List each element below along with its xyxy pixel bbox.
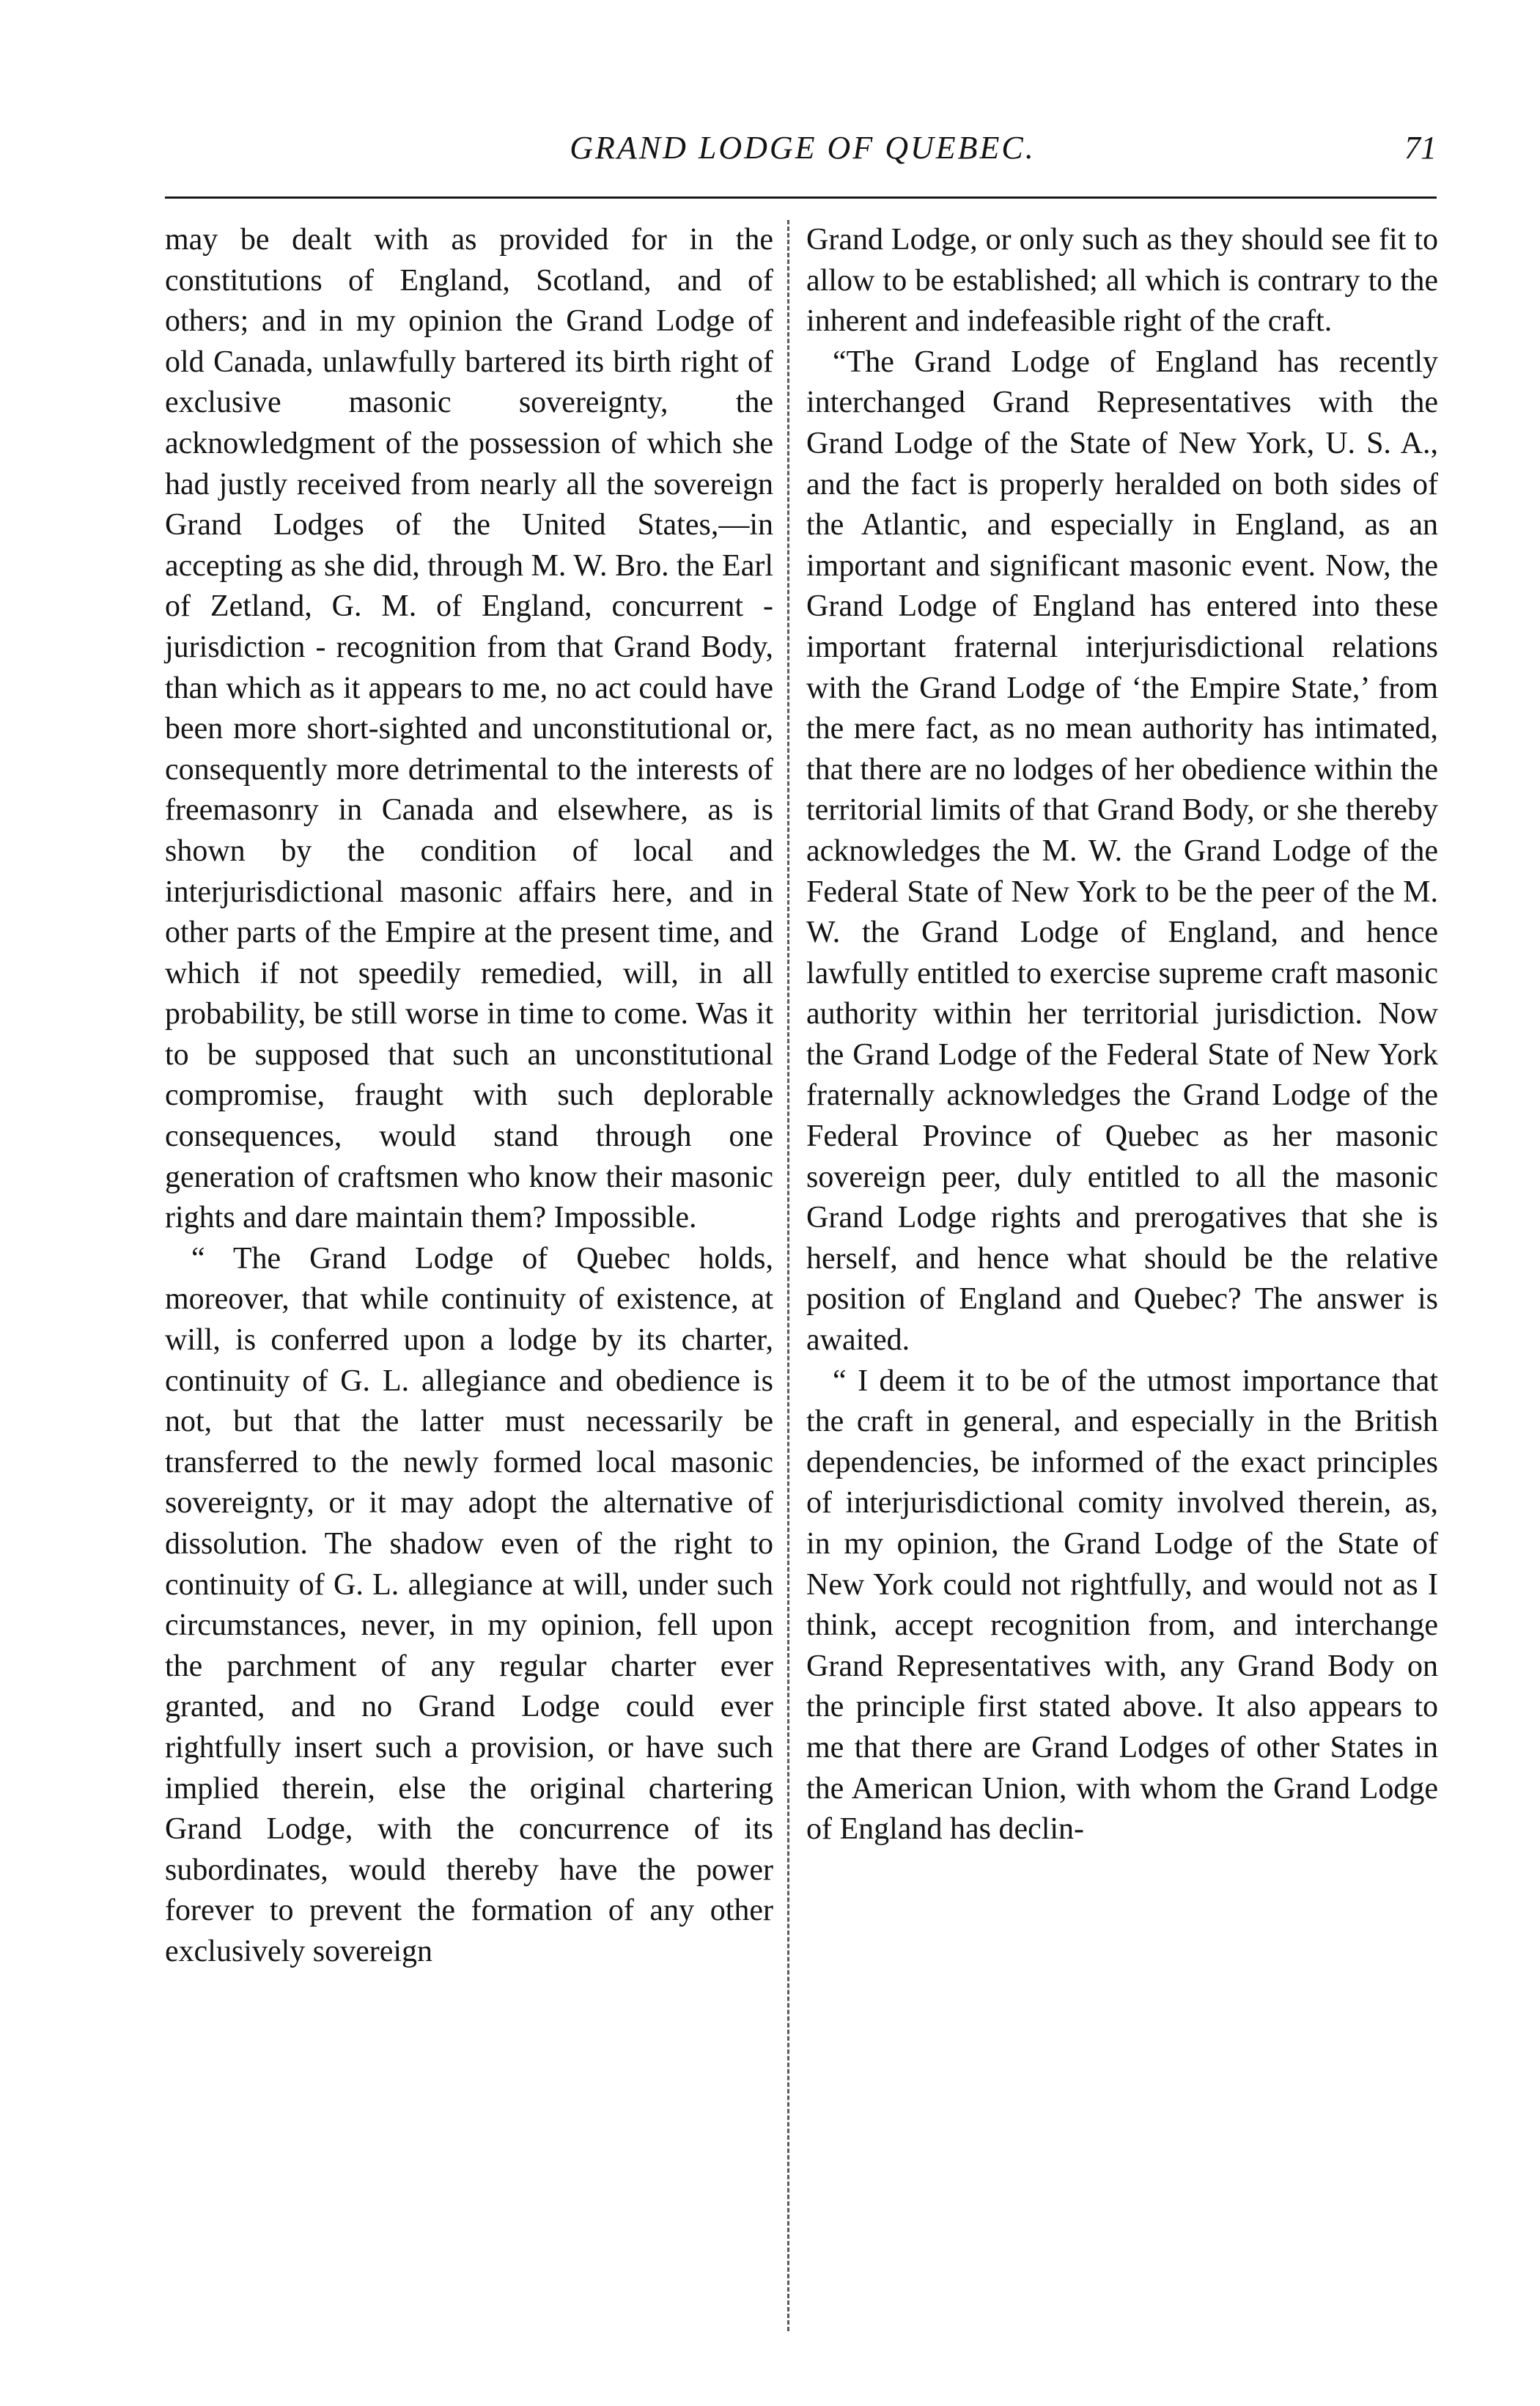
left-paragraph-2: “ The Grand Lodge of Quebec holds, moreover, that while continuity of existence, at will, is conferred upon a lodge by its charter, continuity of G. L. allegiance and obedience is not, but that the latter must necessarily be transferred to the newly formed local masonic sovereignty, or it may adopt the alternative of dissolution. The shadow even of the right to continuity of G. L. allegiance at will, under such circumstances, never, in my opinion, fell upon the parchment of any regular charter ever granted, and no Grand Lodge could ever rightfully insert such a provision, or have such implied therein, else the original chartering Grand Lodge, with the concurrence of its subordinates, would thereby have the power forever to prevent the formation of any other exclusively sovereign [165,1241,773,1968]
running-head [169,126,1437,177]
column-divider [787,220,789,2331]
right-column [806,220,1438,1850]
header-rule [165,196,1437,199]
running-title: GRAND LODGE OF QUEBEC. [570,130,1036,166]
left-paragraph-1: may be dealt with as provided for in the constitutions of England, Scotland, and of others; and in my opinion the Grand Lodge of old Canada, unlawfully bartered its birth right of exclusive masonic sovereignty, the acknowledgment of the possession of which she had justly received from nearly all the sovereign Grand Lodges of the United States,—in accepting as she did, through M. W. Bro. the Earl of Zetland, G. M. of England, concurrent - jurisdiction - recognition from that Grand Body, than which as it appears to me, no act could have been more short-sighted and unconstitutional or, consequently more detrimental to the interests of freemasonry in Canada and elsewhere, as is shown by the condition of local and interjurisdictional masonic affairs here, and in other parts of the Empire at the present time, and which if not speedily remedied, will, in all probability, be still worse in time to come. Was it to be supposed that such an unconstitutional compromise, fraught with such deplorable consequences, would stand through one generation of craftsmen who know their masonic rights and dare maintain them? Impossible. [165,223,773,1235]
right-paragraph-2: “The Grand Lodge of England has recently interchanged Grand Representatives with the Grand Lodge of the State of New York, U. S. A., and the fact is properly heralded on both sides of the Atlantic, and especially in England, as an important and significant masonic event. Now, the Grand Lodge of England has entered into these important fraternal interjurisdictional relations with the Grand Lodge of ‘the Empire State,’ from the mere fact, as no mean authority has intimated, that there are no lodges of her obedience within the territorial limits of that Grand Body, or she thereby acknowledges the M. W. the Grand Lodge of the Federal State of New York to be the peer of the M. W. the Grand Lodge of England, and hence lawfully entitled to exercise supreme craft masonic authority within her territorial jurisdiction. Now the Grand Lodge of the Federal State of New York fraternally acknowledges the Grand Lodge of the Federal Province of Quebec as her masonic sovereign peer, duly entitled to all the masonic Grand Lodge rights and prerogatives that she is herself, and hence what should be the relative position of England and Quebec? The answer is awaited. [806,345,1438,1358]
right-paragraph-3: “ I deem it to be of the utmost importance that the craft in general, and especially in the British dependencies, be informed of the exact principles of interjurisdictional comity involved therein, as, in my opinion, the Grand Lodge of the State of New York could not rightfully, and would not as I think, accept recognition from, and interchange Grand Representatives with, any Grand Body on the principle first stated above. It also appears to me that there are Grand Lodges of other States in the American Union, with whom the Grand Lodge of England has declin- [806,1364,1438,1847]
right-paragraph-1: Grand Lodge, or only such as they should see fit to allow to be established; all which is contrary to the inherent and indefeasible right of the craft. [806,223,1438,339]
left-column [165,220,773,1973]
page-number: 71 [1404,130,1437,166]
